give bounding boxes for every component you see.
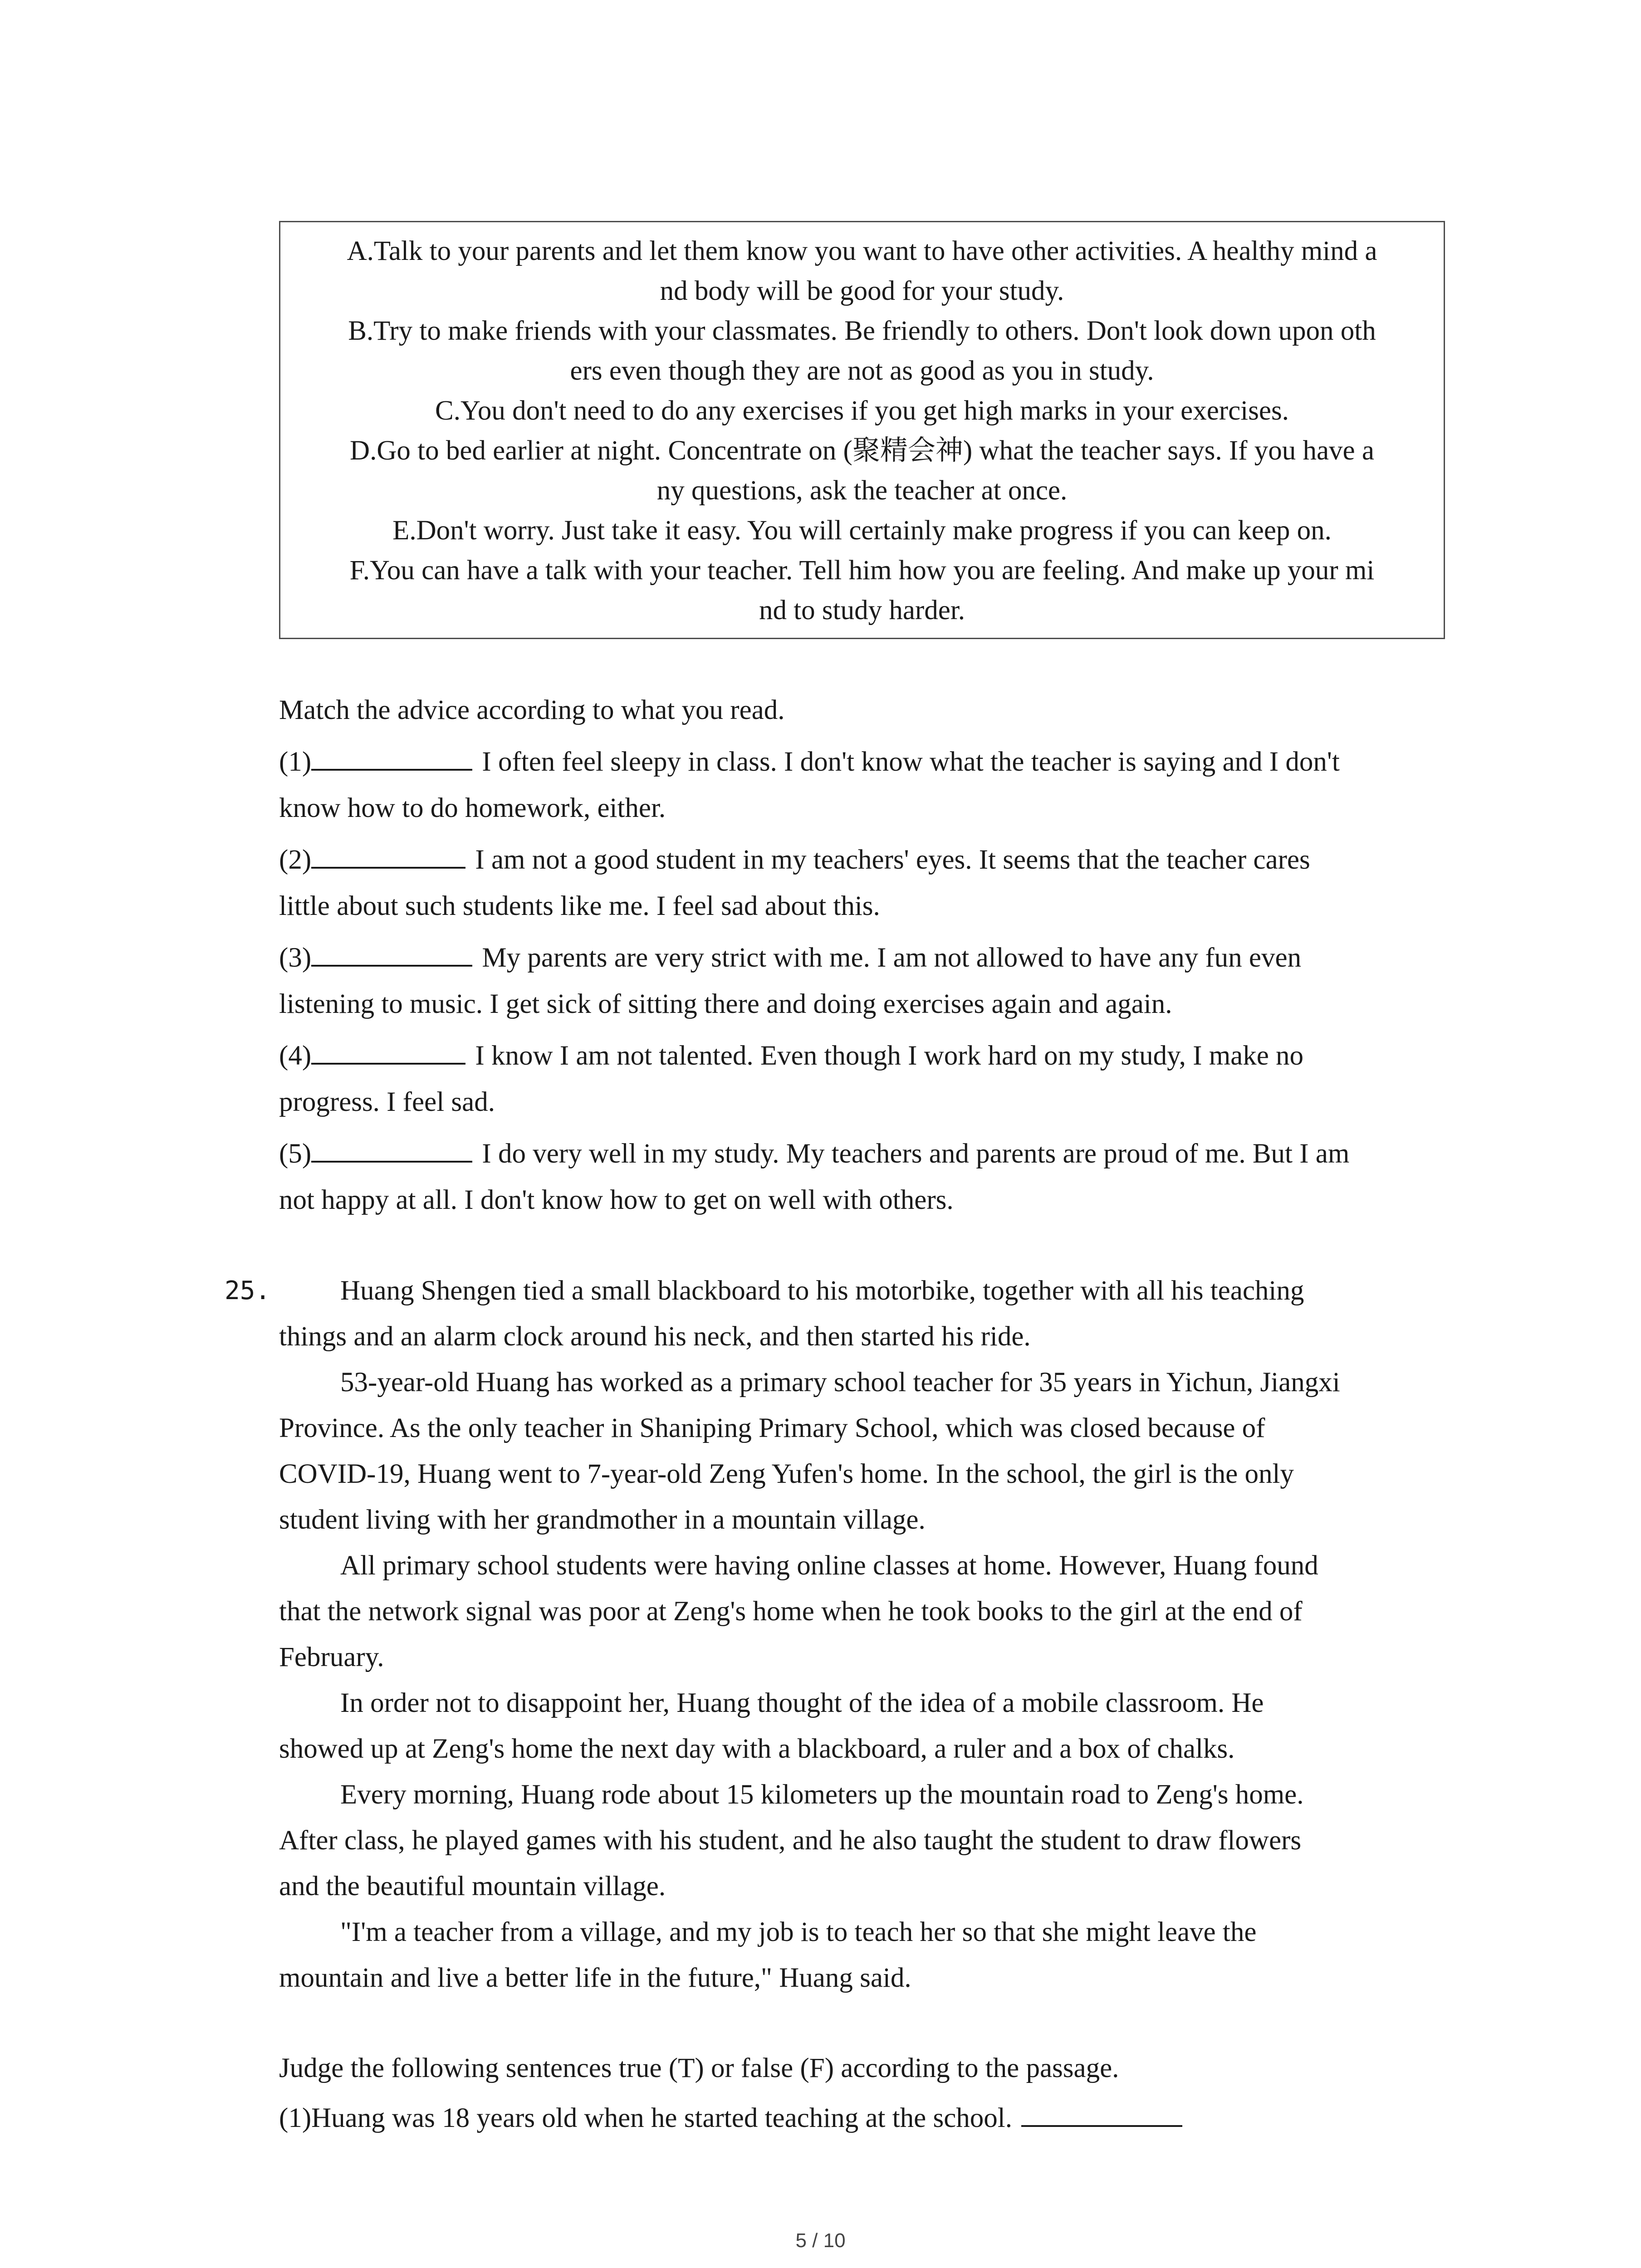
match-item-text: I am not a good student in my teachers' eyes. It seems that the teacher cares <box>468 845 1310 875</box>
match-item <box>279 1131 1454 1223</box>
match-item-number: (2) <box>279 845 312 875</box>
option-e: E.Don't worry. Just take it easy. You will certainly make progress if you can keep on. <box>392 515 1332 546</box>
match-item-line-2: progress. I feel sad. <box>279 1087 495 1117</box>
match-item-number: (5) <box>279 1139 312 1169</box>
question-number: 25. <box>225 1276 271 1305</box>
match-item-text: I know I am not talented. Even though I work hard on my study, I make no <box>468 1041 1304 1071</box>
option-a-line-2: nd body will be good for your study. <box>660 276 1064 306</box>
passage-line: COVID-19, Huang went to 7-year-old Zeng Yufen's home. In the school, the girl is the only <box>279 1459 1294 1489</box>
option-d-line-1: D.Go to bed earlier at night. Concentrate on (聚精会神) what the teacher says. If you have a <box>350 435 1374 466</box>
passage-line: In order not to disappoint her, Huang thought of the idea of a mobile classroom. He <box>340 1688 1264 1718</box>
answer-blank[interactable] <box>311 1036 465 1065</box>
passage-line: that the network signal was poor at Zeng's home when he took books to the girl at the end of <box>279 1596 1303 1627</box>
judge-section <box>279 2043 1454 2143</box>
match-item-line-2: little about such students like me. I feel sad about this. <box>279 891 880 921</box>
judge-item <box>279 2093 1454 2143</box>
answer-blank[interactable] <box>311 1134 472 1163</box>
passage-paragraph <box>279 1268 1454 1359</box>
match-item-number: (4) <box>279 1041 312 1071</box>
match-item <box>279 739 1454 831</box>
match-item-line-1 <box>279 739 1454 785</box>
passage-paragraph <box>279 1543 1454 1680</box>
option-f-line-1: F.You can have a talk with your teacher. Tell him how you are feeling. And make up your mi <box>349 555 1375 586</box>
match-item-number: (1) <box>279 747 312 777</box>
passage-paragraph <box>279 1909 1454 2001</box>
option-b-line-1: B.Try to make friends with your classmates. Be friendly to others. Don't look down upon oth <box>348 316 1376 346</box>
match-item-line-1 <box>279 1131 1454 1177</box>
passage-line: and the beautiful mountain village. <box>279 1871 666 1901</box>
match-item-number: (3) <box>279 943 312 973</box>
match-item-text: I often feel sleepy in class. I don't know what the teacher is saying and I don't <box>475 747 1340 777</box>
passage-line: student living with her grandmother in a mountain village. <box>279 1505 926 1535</box>
passage-paragraph <box>279 1359 1454 1543</box>
passage-line: 53-year-old Huang has worked as a primary school teacher for 35 years in Yichun, Jiangxi <box>340 1367 1340 1398</box>
passage-line: mountain and live a better life in the future," Huang said. <box>279 1963 911 1993</box>
passage-paragraph <box>279 1680 1454 1772</box>
judge-instruction: Judge the following sentences true (T) or false (F) according to the passage. <box>279 2053 1119 2083</box>
match-item <box>279 935 1454 1027</box>
passage-line: "I'm a teacher from a village, and my job is to teach her so that she might leave the <box>340 1917 1257 1947</box>
option-b-line-2: ers even though they are not as good as you in study. <box>570 356 1154 386</box>
passage-line: February. <box>279 1642 384 1672</box>
answer-blank[interactable] <box>311 743 472 771</box>
option-a-line-1: A.Talk to your parents and let them know you want to have other activities. A healthy mind a <box>347 236 1377 266</box>
passage-paragraph <box>279 1772 1454 1909</box>
match-item-line-1 <box>279 935 1454 981</box>
answer-blank[interactable] <box>1021 2099 1182 2127</box>
passage-line: Huang Shengen tied a small blackboard to his motorbike, together with all his teaching <box>340 1276 1304 1306</box>
passage-line: Every morning, Huang rode about 15 kilometers up the mountain road to Zeng's home. <box>340 1779 1304 1810</box>
match-item <box>279 837 1454 929</box>
passage-line: showed up at Zeng's home the next day with a blackboard, a ruler and a box of chalks. <box>279 1734 1235 1764</box>
option-f-line-2: nd to study harder. <box>759 595 965 626</box>
match-item-line-2: know how to do homework, either. <box>279 793 666 823</box>
reading-passage <box>279 1268 1454 2001</box>
match-item-text: I do very well in my study. My teachers and parents are proud of me. But I am <box>475 1139 1350 1169</box>
match-item-line-2: not happy at all. I don't know how to get on well with others. <box>279 1185 954 1215</box>
answer-blank[interactable] <box>311 841 465 869</box>
match-item-line-2: listening to music. I get sick of sitting there and doing exercises again and again. <box>279 989 1172 1019</box>
match-item <box>279 1033 1454 1125</box>
passage-line: things and an alarm clock around his neck, and then started his ride. <box>279 1321 1031 1352</box>
match-item-line-1 <box>279 837 1454 883</box>
answer-blank[interactable] <box>311 938 472 967</box>
passage-line: All primary school students were having online classes at home. However, Huang found <box>340 1550 1318 1581</box>
match-item-line-1 <box>279 1033 1454 1079</box>
option-c: C.You don't need to do any exercises if you get high marks in your exercises. <box>435 396 1289 426</box>
passage-line: Province. As the only teacher in Shaniping Primary School, which was closed because of <box>279 1413 1265 1443</box>
match-item-text: My parents are very strict with me. I am not allowed to have any fun even <box>475 943 1302 973</box>
match-instruction: Match the advice according to what you read. <box>279 695 785 725</box>
judge-item-text: (1)Huang was 18 years old when he started teaching at the school. <box>279 2103 1012 2133</box>
passage-line: After class, he played games with his student, and he also taught the student to draw flowers <box>279 1825 1302 1856</box>
page-number: 5 / 10 <box>795 2229 846 2252</box>
options-box <box>279 221 1445 639</box>
match-section <box>279 687 1454 1229</box>
option-d-line-2: ny questions, ask the teacher at once. <box>656 475 1068 506</box>
